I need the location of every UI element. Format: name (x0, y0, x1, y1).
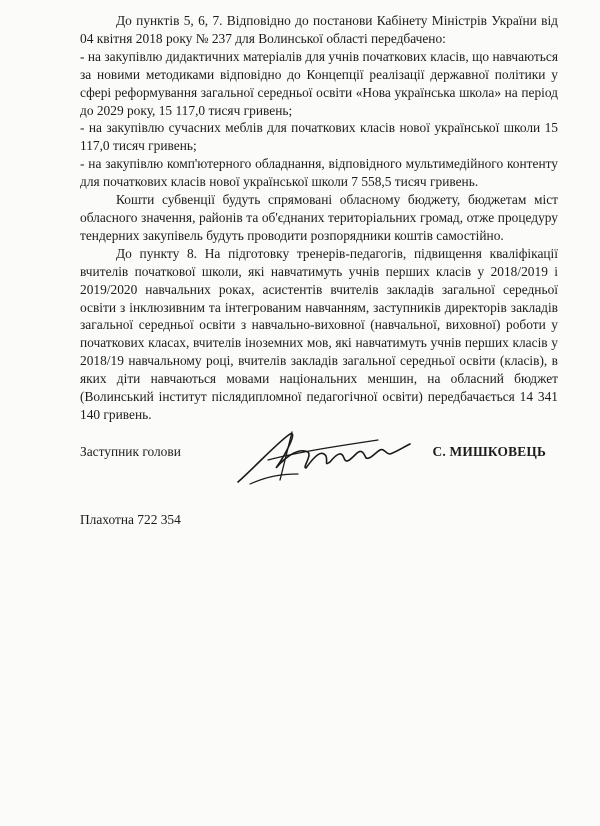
document-body (80, 12, 558, 424)
contact-line: Плахотна 722 354 (80, 512, 181, 527)
paragraph-subvention: Кошти субвенції будуть спрямовані обласному бюджету, бюджетам міст обласного значення, районів та об'єднаних територіальних громад, отже процедуру тендерних закупівель будуть проводити розпорядники коштів самостійно. (80, 192, 558, 243)
paragraph-furniture: - на закупівлю сучасних меблів для початкових класів нової української школи 15 117,0 тисяч гривень; (80, 120, 558, 154)
paragraph-items-5-6-7: До пунктів 5, 6, 7. Відповідно до постанови Кабінету Міністрів України від 04 квітня 2018 року № 237 для Волинської області передбачено: (80, 13, 558, 46)
paragraph-computer-equipment: - на закупівлю комп'ютерного обладнання, відповідного мультимедійного контенту для початкових класів нової української школи 7 558,5 тисяч гривень. (80, 156, 558, 190)
signatory-name: С. МИШКОВЕЦЬ (432, 444, 546, 459)
handwritten-signature (228, 424, 418, 494)
signatory-title: Заступник голови (80, 444, 181, 459)
paragraph-didactic-materials: - на закупівлю дидактичних матеріалів для учнів початкових класів, що навчаються за новими методиками відповідно до Концепції реалізації державної політики у сфері реформування загальної середньої освіти «Нова українська школа» на період до 2029 року, 15 117,0 тисяч гривень; (80, 48, 558, 118)
signature-block (80, 424, 558, 494)
paragraph-item-8: До пункту 8. На підготовку тренерів-педагогів, підвищення кваліфікації вчителів початкової школи, які навчатимуть учнів перших класів у 2018/2019 і 2019/2020 навчальних роках, асистентів вчителів закладів загальної середньої освіти з інклюзивним та інтегрованим навчанням, заступників директорів закладів загальної середньої освіти з навчально-виховної (навчальної, виховної) роботи у початкових класах, вчителів іноземних мов, які навчатимуть учнів перших класів у 2018/19 навчальному році, вчителів закладів загальної середньої освіти (класів), в яких діти навчаються мовами національних меншин, на обласний бюджет (Волинський інститут післядипломної педагогічної освіти) передбачається 14 341 140 гривень. (80, 245, 558, 422)
